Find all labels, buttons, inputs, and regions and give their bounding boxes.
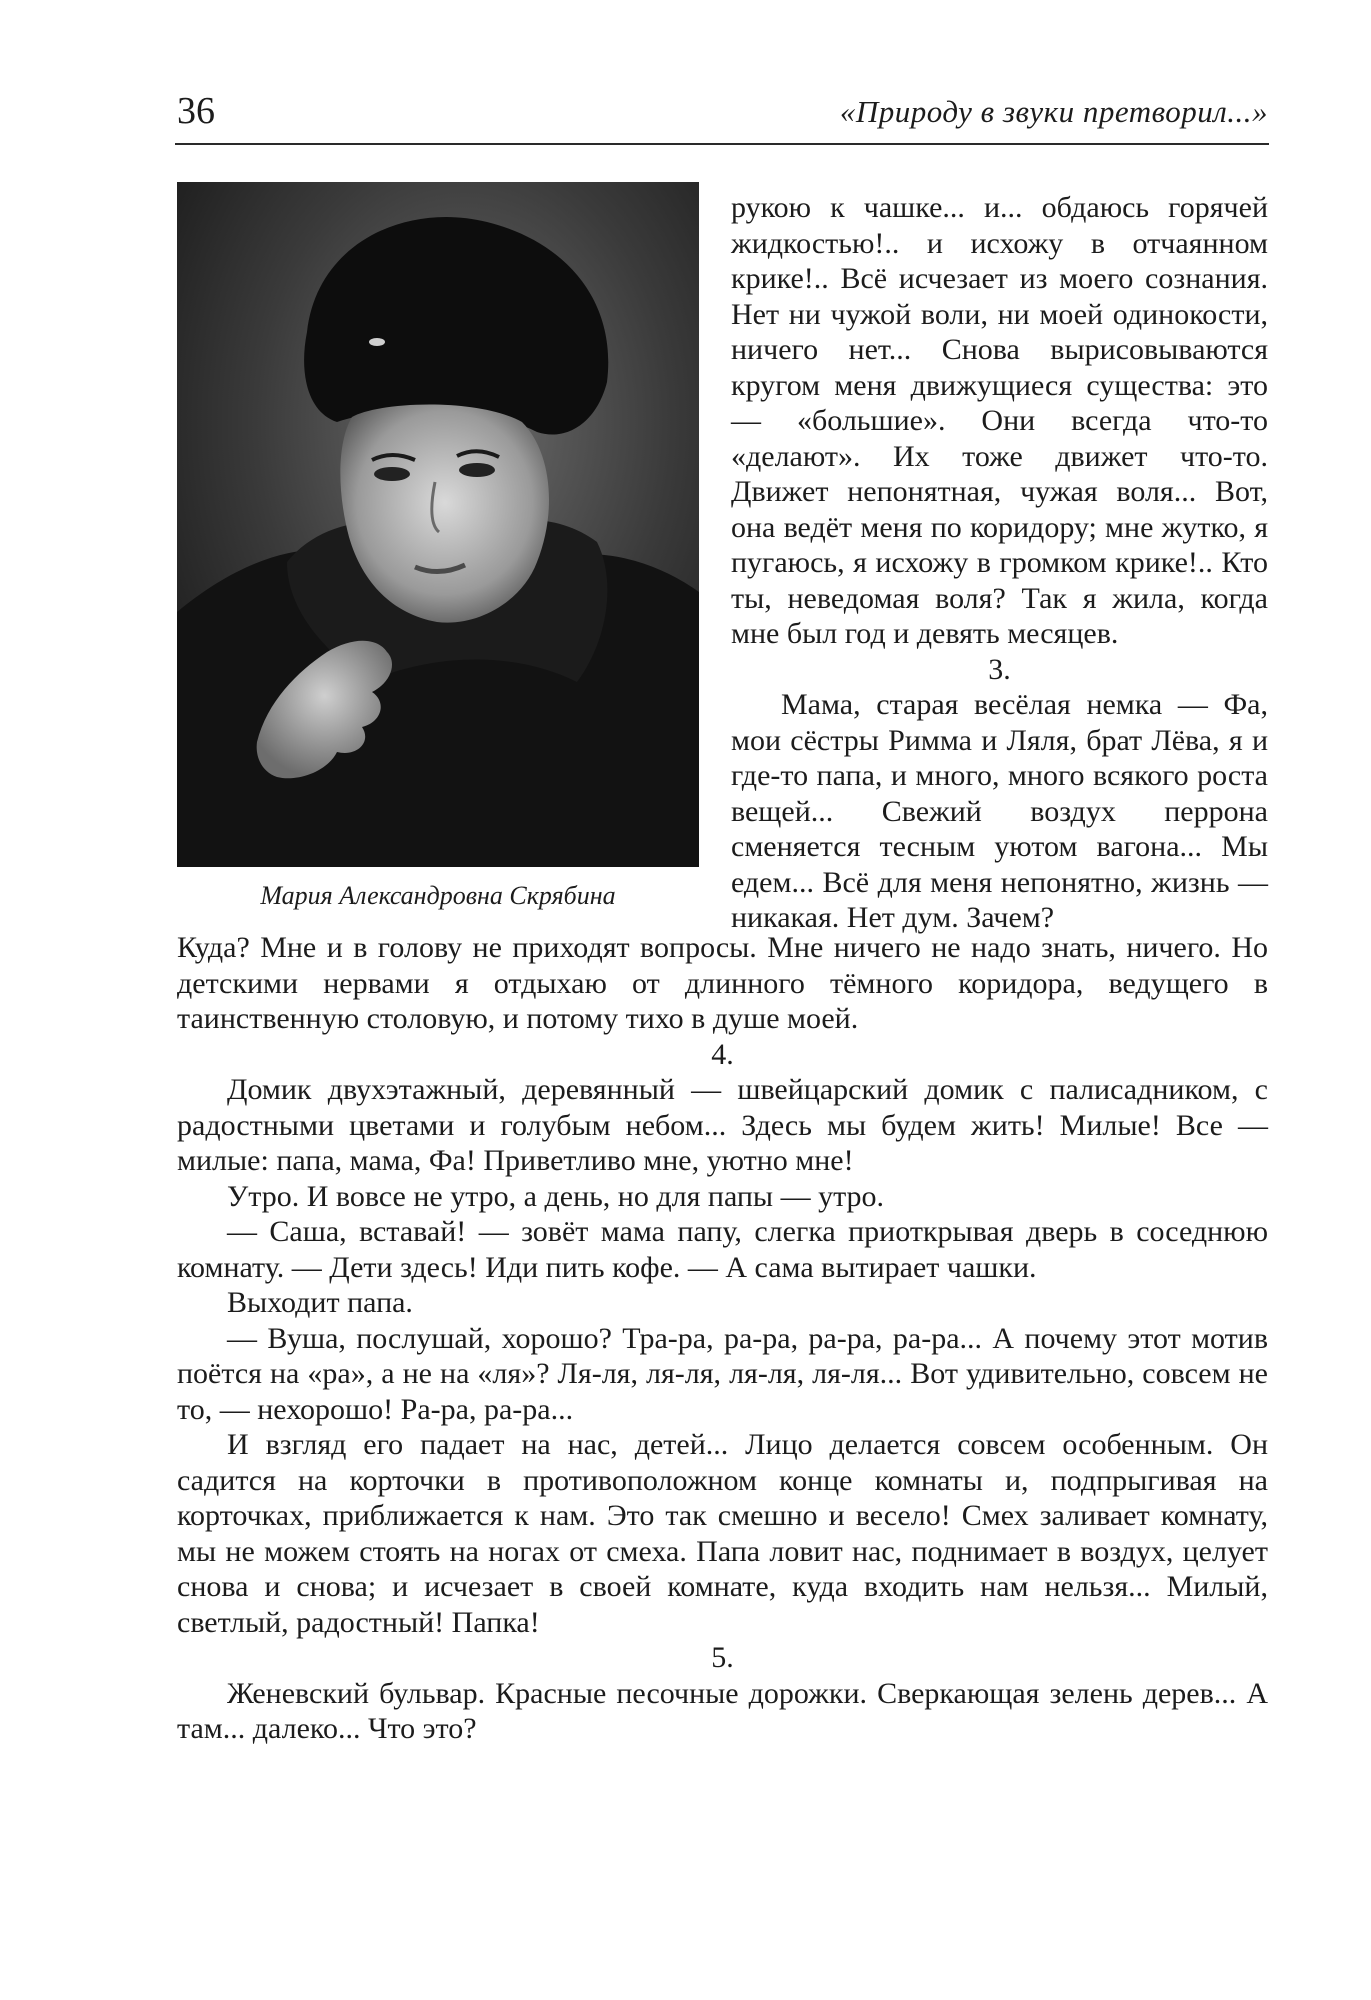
- section-number-4: 4.: [711, 1037, 734, 1071]
- section-3-paragraph-start: Мама, старая весёлая немка — Фа, мои сёстры Римма и Ляля, брат Лёва, я и где-то папа, и много, много всякого роста вещей... Свежий воздух перрона сменяется тесным уютом вагона... Мы едем... Всё для меня непонятно, жизнь — никакая. Нет дум. Зачем?: [731, 688, 1268, 934]
- photo-caption: Мария Александровна Скрябина: [260, 881, 616, 910]
- section-number-3: 3.: [988, 652, 1011, 686]
- header-rule: [175, 143, 1269, 145]
- portrait-photo: [177, 182, 699, 867]
- paragraph: — Саша, вставай! — зовёт мама папу, слегка приоткрывая дверь в соседнюю комнату. — Дети здесь! Иди пить кофе. — А сама вытирает чашки.: [177, 1215, 1268, 1284]
- paragraph-continued: рукою к чашке... и... обдаюсь горячей жидкостью!.. и исхожу в отчаянном крике!.. Всё исчезает из моего сознания. Нет ни чужой воли, ни моей одинокости, ничего нет... Снова вырисовываются кругом меня движущиеся существа: это — «большие». Они всегда что-то «делают». Их тоже движет что-то. Движет непонятная, чужая воля... Вот, она ведёт меня по коридору; мне жутко, я пугаюсь, я исхожу в громком крике!.. Кто ты, неведомая воля? Так я жила, когда мне был год и девять месяцев.: [731, 191, 1268, 650]
- full-text-column: [177, 930, 1268, 1747]
- paragraph: Выходит папа.: [227, 1286, 413, 1319]
- side-text-column: [731, 190, 1268, 936]
- paragraph: И взгляд его падает на нас, детей... Лицо делается совсем особенным. Он садится на корточки в противоположном конце комнаты и, подпрыгивая на корточках, приближается к нам. Это так смешно и весело! Смех заливает комнату, мы не можем стоять на ногах от смеха. Папа ловит нас, поднимает в воздух, целует снова и снова; и исчезает в своей комнате, куда входить нам нельзя... Милый, светлый, радостный! Папка!: [177, 1428, 1268, 1639]
- page-number: 36: [177, 90, 215, 132]
- paragraph: — Вуша, послушай, хорошо? Тра-ра, ра-ра, ра-ра, ра-ра... А почему этот мотив поётся на «ра», а не на «ля»? Ля-ля, ля-ля, ля-ля, ля-ля... Вот удивительно, совсем не то, — нехорошо! Ра-ра, ра-ра...: [177, 1321, 1268, 1426]
- section-number-5: 5.: [711, 1641, 734, 1674]
- running-title: «Природу в звуки претворил...»: [839, 94, 1268, 129]
- section-3-paragraph-end: Куда? Мне и в голову не приходят вопросы. Мне ничего не надо знать, ничего. Но детскими нервами я отдыхаю от длинного тёмного коридора, ведущего в таинственную столовую, и потому тихо в душе моей.: [177, 931, 1268, 1035]
- paragraph: Женевский бульвар. Красные песочные дорожки. Сверкающая зелень дерев... А там... далеко... Что это?: [177, 1676, 1268, 1745]
- paragraph: Утро. И вовсе не утро, а день, но для папы — утро.: [227, 1179, 885, 1213]
- paragraph: Домик двухэтажный, деревянный — швейцарский домик с палисадником, с радостными цветами и голубым небом... Здесь мы будем жить! Милые! Все — милые: папа, мама, Фа! Приветливо мне, уютно мне!: [177, 1073, 1268, 1177]
